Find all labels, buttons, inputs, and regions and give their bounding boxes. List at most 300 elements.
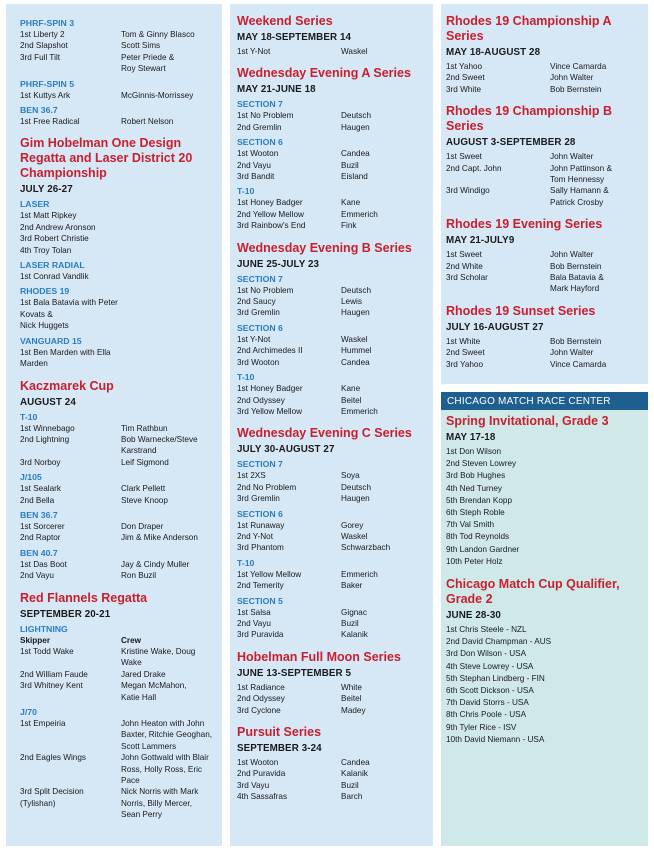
event-title: Rhodes 19 Championship A Series xyxy=(446,14,612,43)
placing-boat: 4th Troy Tolan xyxy=(20,245,72,255)
skipper-name: Kristine Wake, Doug Wake xyxy=(121,646,196,668)
result-row xyxy=(446,697,642,709)
placing-boat: 1st Y-Not xyxy=(237,334,271,344)
skipper-name: Gorey xyxy=(341,520,364,530)
placing-boat: 2nd Capt. John xyxy=(446,163,502,173)
skipper-name: McGinnis-Morrissey xyxy=(121,90,194,100)
class-heading: LASER xyxy=(20,199,50,210)
result-row xyxy=(446,61,642,72)
placing-boat: 2nd Andrew Aronson xyxy=(20,222,96,232)
match-race-header: CHICAGO MATCH RACE CENTER xyxy=(441,392,648,410)
result-row xyxy=(446,685,642,697)
placing-boat: 3rd Gremlin xyxy=(237,494,280,504)
skipper-name: Jim & Mike Anderson xyxy=(121,533,198,543)
skipper-name xyxy=(121,245,214,256)
class-heading: SECTION 7 xyxy=(237,273,283,284)
placing-boat: 1st Free Radical xyxy=(20,117,80,127)
result-row xyxy=(446,507,642,519)
skipper-name: Haugen xyxy=(341,308,370,318)
event-dates: JUNE 13-SEPTEMBER 5 xyxy=(237,667,352,679)
result-row xyxy=(446,709,642,721)
class-heading: PHRF-SPIN 3 xyxy=(20,18,75,28)
placing-boat: 2nd Raptor xyxy=(20,533,61,543)
skipper-name: John Walter xyxy=(550,250,594,260)
result-row xyxy=(20,570,214,581)
skipper-name: Madey xyxy=(341,705,366,715)
skipper-name: Emmerich xyxy=(341,209,378,219)
result-row xyxy=(20,29,214,40)
class-heading: BEN 36.7 xyxy=(20,509,58,520)
skipper-name: Emmerich xyxy=(341,569,378,579)
result-row xyxy=(446,531,642,543)
result-row xyxy=(237,482,427,493)
skipper-name: Tim Rathbun xyxy=(121,423,168,433)
result-row xyxy=(446,347,642,358)
skipper-name: Vince Camarda xyxy=(550,62,607,71)
skipper-name: Bob Bernstein xyxy=(550,261,602,271)
result-row xyxy=(446,648,642,660)
result-row xyxy=(20,669,214,680)
result-row xyxy=(20,786,214,820)
class-heading: T-10 xyxy=(20,411,38,422)
event-dates: MAY 21-JULY9 xyxy=(446,235,515,247)
skipper-name: Candea xyxy=(341,758,370,767)
placing-boat: 9th Tyler Rice - ISV xyxy=(446,722,517,732)
result-row xyxy=(20,271,214,282)
class-heading: T-10 xyxy=(237,557,255,568)
result-row xyxy=(237,682,427,693)
skipper-name: Lewis xyxy=(341,297,362,307)
result-row xyxy=(237,307,427,318)
result-row xyxy=(20,483,214,494)
event-dates: SEPTEMBER 3-24 xyxy=(237,743,322,754)
skipper-name: Candea xyxy=(341,357,370,367)
event-title: Red Flannels Regatta xyxy=(20,590,148,605)
skipper-name xyxy=(121,297,214,331)
skipper-name: Baker xyxy=(341,581,363,591)
placing-boat: 1st Liberty 2 xyxy=(20,30,65,39)
placing-boat: 3rd Whitney Kent xyxy=(20,681,83,691)
result-row xyxy=(446,495,642,507)
event-dates: AUGUST 3-SEPTEMBER 28 xyxy=(446,137,576,149)
result-row xyxy=(237,209,427,220)
skipper-name: Soya xyxy=(341,471,360,481)
placing-boat: 1st Sorcerer xyxy=(20,521,65,531)
placing-boat: 10th Peter Holz xyxy=(446,556,503,566)
skipper-name: Vince Camarda xyxy=(550,359,607,369)
skipper-name: Waskel xyxy=(341,531,368,541)
placing-boat: 9th Landon Gardner xyxy=(446,544,520,554)
placing-boat: 1st Honey Badger xyxy=(237,384,303,394)
result-row xyxy=(237,580,427,591)
skipper-name: John Walter xyxy=(550,152,594,162)
result-row xyxy=(20,52,214,75)
placing-boat: 4th Steve Lowrey - USA xyxy=(446,661,534,671)
placing-boat: 3rd Phantom xyxy=(237,543,284,553)
result-row xyxy=(20,245,214,256)
class-heading: J/105 xyxy=(20,472,42,483)
placing-boat: 1st Sealark xyxy=(20,484,61,494)
placing-boat: 1st Conrad Vandlik xyxy=(20,272,89,282)
skipper-name: Peter Priede & Roy Stewart xyxy=(121,52,175,74)
placing-boat: 3rd Puravida xyxy=(237,630,284,640)
event-dates: MAY 21-JUNE 18 xyxy=(237,84,316,96)
event-title: Kaczmarek Cup xyxy=(20,378,114,393)
result-row xyxy=(20,423,214,434)
skipper-name xyxy=(121,233,214,244)
result-row xyxy=(237,395,427,406)
skipper-name: Bob Bernstein xyxy=(550,336,602,346)
placing-boat: 1st Y-Not xyxy=(237,47,271,56)
event-dates: JUNE 25-JULY 23 xyxy=(237,258,320,270)
skipper-name: Buzil xyxy=(341,160,359,170)
placing-boat: 2nd Vayu xyxy=(237,618,271,628)
placing-boat: 1st Bala Batavia with Peter Kovats & Nick Huggets xyxy=(20,298,118,331)
placing-boat: 1st No Problem xyxy=(237,111,294,121)
placing-boat: 1st Sweet xyxy=(446,250,482,260)
skipper-name: Clark Pellett xyxy=(121,484,166,494)
result-row xyxy=(237,542,427,553)
result-row xyxy=(20,210,214,221)
skipper-name: Schwarzbach xyxy=(341,543,391,553)
skipper-name: Beitel xyxy=(341,395,362,405)
skipper-name: White xyxy=(341,682,362,692)
result-row xyxy=(20,532,214,543)
placing-boat: 1st Kuttys Ark xyxy=(20,90,71,100)
column-headers xyxy=(20,635,214,646)
result-row xyxy=(20,90,214,101)
skipper-name: Megan McMahon, Katie Hall xyxy=(121,681,187,702)
event-title: Gim Hobelman One Design Regatta and Laser District 20 Championship xyxy=(20,136,193,181)
placing-boat: 4th Ned Turney xyxy=(446,483,502,493)
result-row xyxy=(237,160,427,171)
event-dates: SEPTEMBER 20-21 xyxy=(20,608,111,620)
class-heading: T-10 xyxy=(237,372,255,383)
event-title: Wednesday Evening C Series xyxy=(237,426,412,441)
skipper-name: John Walter xyxy=(550,348,594,358)
placing-boat: 3rd Bandit xyxy=(237,172,275,182)
result-row xyxy=(237,768,427,779)
placing-boat: 3rd Wooton xyxy=(237,357,280,367)
result-row xyxy=(20,752,214,786)
skipper-name: John Pattinson & Tom Hennessy xyxy=(550,163,612,185)
result-row xyxy=(446,261,642,272)
result-row xyxy=(446,72,642,83)
placing-boat: 1st Wooton xyxy=(237,149,279,159)
placing-boat: 3rd Gremlin xyxy=(237,308,280,318)
result-row xyxy=(237,171,427,182)
class-heading: BEN 36.7 xyxy=(20,105,58,116)
result-row xyxy=(237,334,427,345)
placing-boat: 2nd Steven Lowrey xyxy=(446,459,517,469)
placing-boat: 2nd White xyxy=(446,261,483,271)
class-heading: T-10 xyxy=(237,186,255,197)
skipper-name: Gignac xyxy=(341,607,367,617)
placing-boat: 1st Empeiria xyxy=(20,719,66,728)
result-row xyxy=(237,520,427,531)
result-row xyxy=(237,493,427,504)
result-row xyxy=(237,607,427,618)
result-row xyxy=(446,661,642,673)
placing-boat: 2nd David Champman - AUS xyxy=(446,637,552,647)
placing-boat: 3rd Vayu xyxy=(237,780,270,790)
class-heading: SECTION 7 xyxy=(237,99,283,110)
placing-boat: 2nd Vayu xyxy=(20,571,54,581)
skipper-name: Hummel xyxy=(341,346,372,356)
skipper-name: Eisland xyxy=(341,172,368,182)
result-row xyxy=(446,185,642,208)
placing-boat: 3rd Robert Christie xyxy=(20,234,89,244)
skipper-name: Deutsch xyxy=(341,285,372,295)
result-row xyxy=(446,249,642,260)
result-row xyxy=(20,222,214,233)
result-row xyxy=(446,446,642,458)
placing-boat: 2nd Eagles Wings xyxy=(20,753,86,763)
placing-boat: 1st Ben Marden with Ella Marden xyxy=(20,347,111,369)
placing-boat: 2nd William Faude xyxy=(20,669,88,679)
skipper-name: Barch xyxy=(341,792,363,802)
event-dates: JULY 30-AUGUST 27 xyxy=(237,444,335,456)
result-row xyxy=(20,457,214,468)
placing-boat: 1st Runaway xyxy=(237,520,285,530)
result-row xyxy=(237,197,427,208)
result-row xyxy=(237,46,427,57)
result-row xyxy=(20,297,214,331)
skipper-name: John Heaton with John Baxter, Ritchie Geoghan, Scott Lammers xyxy=(121,719,213,751)
result-row xyxy=(446,624,642,636)
placing-boat: 2nd Saucy xyxy=(237,297,276,307)
skipper-name: Buzil xyxy=(341,618,359,628)
placing-boat: 1st Wooton xyxy=(237,758,279,767)
placing-boat: 6th Steph Roble xyxy=(446,508,505,518)
result-row xyxy=(237,383,427,394)
result-row xyxy=(20,646,214,669)
skipper-name: Haugen xyxy=(341,122,370,132)
skipper-name: Nick Norris with Mark Norris, Billy Mercer, Sean Perry xyxy=(121,787,199,820)
placing-boat: 2nd Archimedes II xyxy=(237,346,303,356)
result-row xyxy=(446,556,642,568)
class-heading: SECTION 7 xyxy=(237,459,283,470)
result-row xyxy=(446,272,642,295)
placing-boat: 1st Honey Badger xyxy=(237,198,303,208)
event-title: Pursuit Series xyxy=(237,725,322,739)
skipper-name: Bob Bernstein xyxy=(550,84,602,94)
result-row xyxy=(446,722,642,734)
event-title: Wednesday Evening A Series xyxy=(237,66,411,81)
event-title: Weekend Series xyxy=(237,14,333,28)
result-row xyxy=(20,40,214,51)
skipper-name: Robert Nelson xyxy=(121,117,174,127)
result-row xyxy=(446,544,642,556)
placing-boat: 2nd No Problem xyxy=(237,482,297,492)
placing-boat: 3rd Yellow Mellow xyxy=(237,406,303,416)
placing-boat: 4th Sassafras xyxy=(237,792,288,802)
result-row xyxy=(20,495,214,506)
skipper-name: Bala Batavia & Mark Hayford xyxy=(550,273,604,294)
class-heading: LIGHTNING xyxy=(20,623,68,634)
skipper-name: Deutsch xyxy=(341,111,372,121)
skipper-name: Tom & Ginny Blasco xyxy=(121,30,195,39)
placing-boat: 2nd Y-Not xyxy=(237,531,273,541)
event-dates: JUNE 28-30 xyxy=(446,610,501,622)
placing-boat: 3rd Bob Hughes xyxy=(446,471,506,481)
placing-boat: 1st Winnebago xyxy=(20,423,75,433)
skipper-name: Haugen xyxy=(341,494,370,504)
results-column-2 xyxy=(230,4,433,846)
placing-boat: 3rd Yahoo xyxy=(446,359,484,369)
skipper-name: John Walter xyxy=(550,73,594,83)
result-row xyxy=(446,359,642,370)
skipper-header: Skipper xyxy=(20,635,51,645)
placing-boat: 8th Tod Reynolds xyxy=(446,532,510,542)
placing-boat: 2nd Odyssey xyxy=(237,395,285,405)
placing-boat: 2nd Sweet xyxy=(446,73,485,83)
skipper-name: Waskel xyxy=(341,47,368,56)
result-row xyxy=(446,636,642,648)
result-row xyxy=(446,84,642,95)
skipper-name: Steve Knoop xyxy=(121,495,168,505)
skipper-name xyxy=(121,210,214,221)
skipper-name: Sally Hamann & Patrick Crosby xyxy=(550,186,609,207)
placing-boat: 1st Das Boot xyxy=(20,559,67,569)
placing-boat: 1st Chris Steele - NZL xyxy=(446,625,527,635)
event-dates: MAY 17-18 xyxy=(446,432,496,443)
placing-boat: 3rd Norboy xyxy=(20,457,61,467)
placing-boat: 6th Scott Dickson - USA xyxy=(446,686,534,696)
match-race-box xyxy=(441,392,648,846)
result-row xyxy=(237,220,427,231)
placing-boat: 5th Brendan Kopp xyxy=(446,495,513,505)
event-title: Rhodes 19 Sunset Series xyxy=(446,303,596,318)
placing-boat: 1st Radiance xyxy=(237,682,285,692)
skipper-name: Emmerich xyxy=(341,406,378,416)
result-row xyxy=(237,285,427,296)
result-row xyxy=(237,110,427,121)
placing-boat: 3rd Don Wilson - USA xyxy=(446,649,527,659)
event-title: Wednesday Evening B Series xyxy=(237,240,412,255)
event-dates: AUGUST 24 xyxy=(20,396,76,408)
result-row xyxy=(446,673,642,685)
class-heading: LASER RADIAL xyxy=(20,260,85,271)
skipper-name: Kane xyxy=(341,384,361,394)
placing-boat: 1st Yahoo xyxy=(446,62,483,71)
result-row xyxy=(20,347,214,370)
placing-boat: 8th Chris Poole - USA xyxy=(446,710,527,720)
class-heading: VANGUARD 15 xyxy=(20,335,82,346)
result-row xyxy=(237,122,427,133)
placing-boat: 5th Stephan Lindberg - FIN xyxy=(446,673,545,683)
results-column-1 xyxy=(6,4,222,846)
class-heading: SECTION 6 xyxy=(237,322,283,333)
result-row xyxy=(446,519,642,531)
event-title: Spring Invitational, Grade 3 xyxy=(446,414,609,428)
class-heading: SECTION 6 xyxy=(237,508,283,519)
class-heading: RHODES 19 xyxy=(20,286,70,297)
result-row xyxy=(20,680,214,703)
event-dates: JULY 26-27 xyxy=(20,184,73,196)
skipper-name: Beitel xyxy=(341,694,362,704)
placing-boat: 2nd Vayu xyxy=(237,160,271,170)
result-row xyxy=(20,559,214,570)
result-row xyxy=(20,521,214,532)
placing-boat: 2nd Yellow Mellow xyxy=(237,209,304,219)
result-row xyxy=(237,470,427,481)
result-row xyxy=(446,163,642,186)
event-title: Hobelman Full Moon Series xyxy=(237,649,401,664)
placing-boat: 1st Don Wilson xyxy=(446,447,502,456)
event-title: Chicago Match Cup Qualifier, Grade 2 xyxy=(446,577,620,607)
skipper-name: Leif Sigmond xyxy=(121,457,169,467)
result-row xyxy=(237,357,427,368)
event-dates: JULY 16-AUGUST 27 xyxy=(446,321,544,333)
skipper-name: Waskel xyxy=(341,334,368,344)
result-row xyxy=(446,336,642,347)
result-row xyxy=(237,148,427,159)
skipper-name: Deutsch xyxy=(341,482,372,492)
placing-boat: 1st Matt Ripkey xyxy=(20,211,77,221)
placing-boat: 3rd Rainbow's End xyxy=(237,221,306,231)
result-row xyxy=(237,618,427,629)
placing-boat: 7th David Storrs - USA xyxy=(446,698,529,708)
result-row xyxy=(237,406,427,417)
result-row xyxy=(20,434,214,457)
event-dates: MAY 18-SEPTEMBER 14 xyxy=(237,32,352,43)
placing-boat: 2nd Temerity xyxy=(237,581,284,591)
event-title: Rhodes 19 Championship B Series xyxy=(446,104,612,134)
placing-boat: 1st Salsa xyxy=(237,607,271,617)
placing-boat: 2nd Odyssey xyxy=(237,694,285,704)
crew-header: Crew xyxy=(121,635,142,645)
result-row xyxy=(446,734,642,746)
skipper-name xyxy=(121,222,214,233)
skipper-name: Don Draper xyxy=(121,521,164,531)
result-row xyxy=(446,458,642,470)
result-row xyxy=(237,791,427,802)
result-row xyxy=(237,780,427,791)
result-row xyxy=(446,483,642,495)
result-row xyxy=(237,531,427,542)
class-heading: SECTION 6 xyxy=(237,137,283,148)
result-row xyxy=(237,569,427,580)
result-row xyxy=(237,345,427,356)
placing-boat: 10th David Niemann - USA xyxy=(446,734,545,744)
result-row xyxy=(446,151,642,162)
result-row xyxy=(237,629,427,640)
skipper-name: Jay & Cindy Muller xyxy=(121,559,190,569)
result-row xyxy=(237,693,427,704)
placing-boat: 3rd Full Tilt xyxy=(20,52,61,62)
class-heading: PHRF-SPIN 5 xyxy=(20,78,75,89)
class-heading: SECTION 5 xyxy=(237,595,283,606)
placing-boat: 3rd White xyxy=(446,84,482,94)
skipper-name: Buzil xyxy=(341,780,359,790)
result-row xyxy=(20,233,214,244)
class-heading: J/70 xyxy=(20,707,37,717)
skipper-name: John Gottwald with Blair Ross, Holly Ross, Eric Pace xyxy=(121,753,209,786)
placing-boat: 2nd Puravida xyxy=(237,769,286,779)
skipper-name: Candea xyxy=(341,149,370,159)
result-row xyxy=(237,757,427,768)
event-title: Rhodes 19 Evening Series xyxy=(446,217,603,232)
skipper-name: Ron Buzil xyxy=(121,571,157,581)
skipper-name: Kalanik xyxy=(341,630,368,640)
skipper-name: Bob Warnecke/Steve Karstrand xyxy=(121,434,198,456)
skipper-name xyxy=(121,271,214,282)
placing-boat: 2nd Slapshot xyxy=(20,41,68,51)
skipper-name: Kane xyxy=(341,198,361,208)
placing-boat: 1st No Problem xyxy=(237,285,294,295)
placing-boat: 1st Todd Wake xyxy=(20,646,74,656)
